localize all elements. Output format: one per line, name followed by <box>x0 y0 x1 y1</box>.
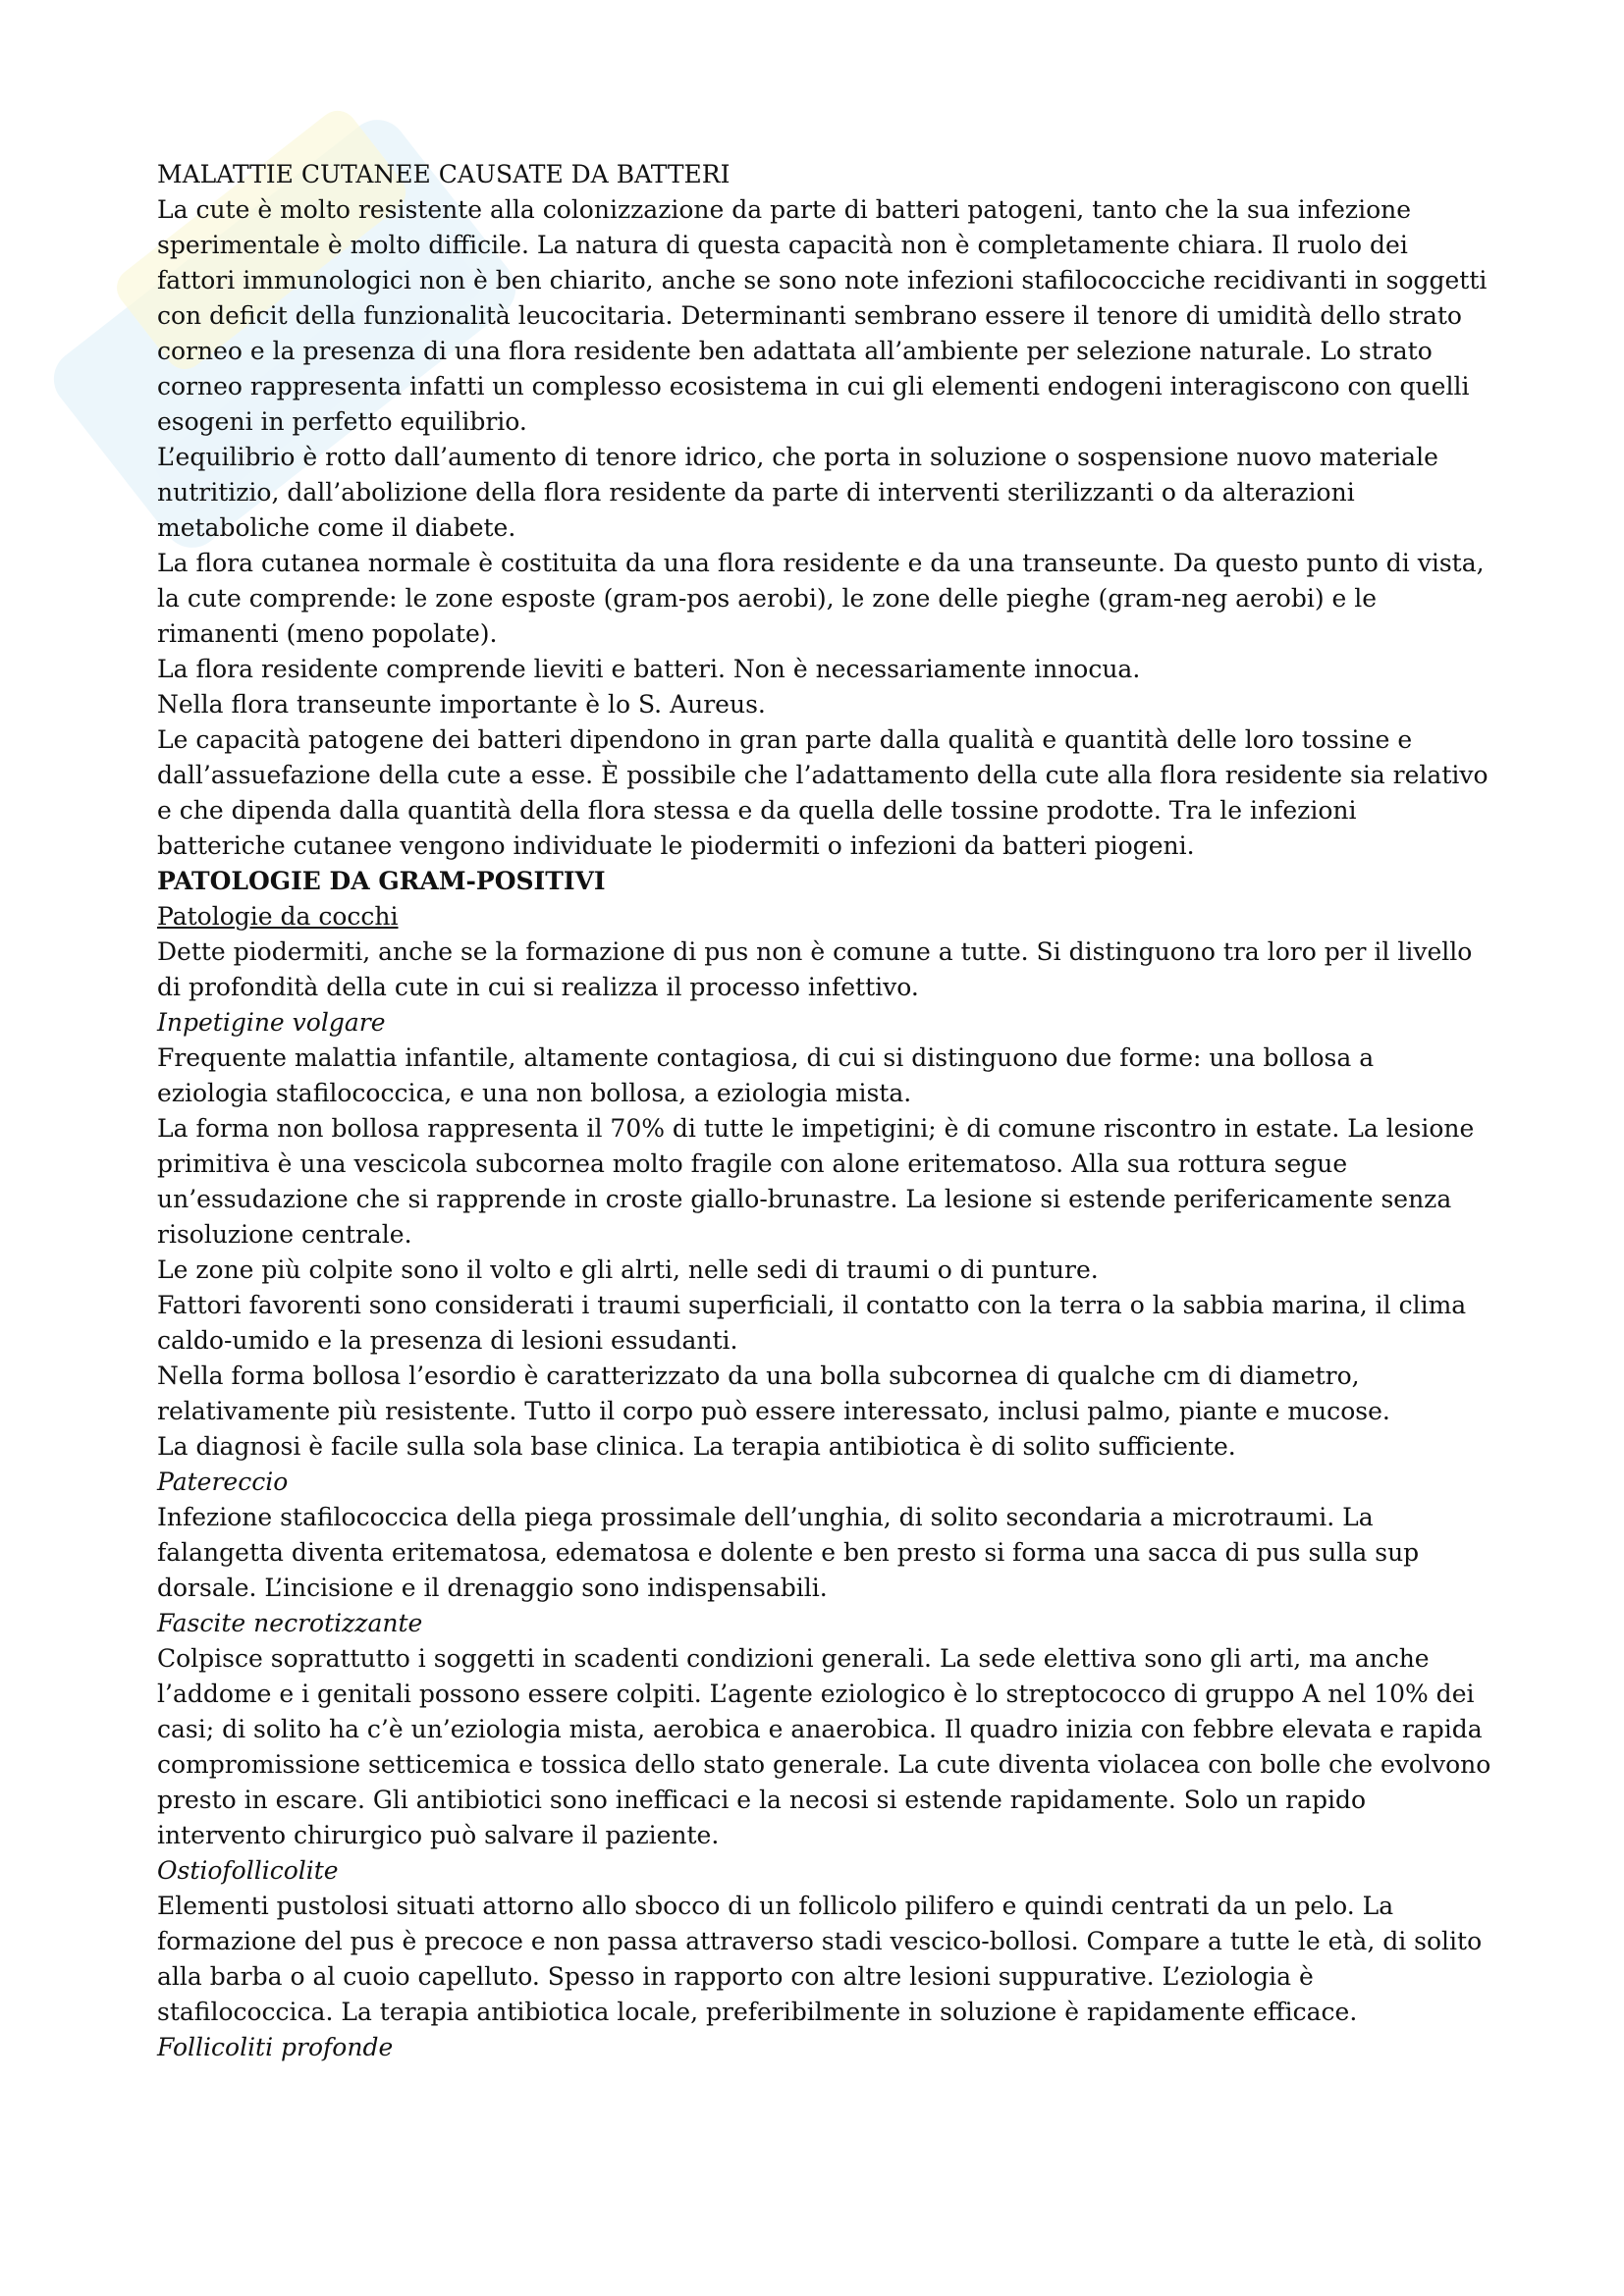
intro-paragraph: La cute è molto resistente alla colonizzazione da parte di batteri patogeni, tanto che la sua infezione sperimentale è molto difficile. La natura di questa capacità non è completamente chiara. Il ruolo dei fattori immunologici non è ben chiarito, anche se sono note infezioni stafilococciche recidivanti in soggetti con deficit della funzionalità leucocitaria. Determinanti sembrano essere il tenore di umidità dello strato corneo e la presenza di una flora residente ben adattata all’ambiente per selezione naturale. Lo strato corneo rappresenta infatti un complesso ecosistema in cui gli elementi endogeni interagiscono con quelli esogeni in perfetto equilibrio. <box>157 195 1488 436</box>
intro-paragraph: L’equilibrio è rotto dall’aumento di tenore idrico, che porta in soluzione o sospensione nuovo materiale nutritizio, dall’abolizione della flora residente da parte di interventi sterilizzanti o da alterazioni metaboliche come il diabete. <box>157 443 1438 542</box>
topic-heading-ostiofollicolite: Ostiofollicolite <box>157 1856 339 1885</box>
intro-paragraph: La flora residente comprende lieviti e batteri. Non è necessariamente innocua. <box>157 655 1141 683</box>
subsection-heading: Patologie da cocchi <box>157 902 399 931</box>
topic-heading-fascite: Fascite necrotizzante <box>157 1609 423 1637</box>
topic-paragraph: Frequente malattia infantile, altamente contagiosa, di cui si distinguono due forme: una bollosa a eziologia stafilococcica, e una non bollosa, a eziologia mista. <box>157 1043 1375 1107</box>
topic-heading-impetigine: Inpetigine volgare <box>157 1008 386 1037</box>
topic-heading-patereccio: Patereccio <box>157 1468 289 1496</box>
section-heading: PATOLOGIE DA GRAM-POSITIVI <box>157 867 606 895</box>
topic-paragraph: Colpisce soprattutto i soggetti in scadenti condizioni generali. La sede elettiva sono gli arti, ma anche l’addome e i genitali possono essere colpiti. L’agente eziologico è lo streptococco di gruppo A nel 10% dei casi; di solito ha c’è un’eziologia mista, aerobica e anaerobica. Il quadro inizia con febbre elevata e rapida compromissione setticemica e tossica dello stato generale. La cute diventa violacea con bolle che evolvono presto in escare. Gli antibiotici sono inefficaci e la necosi si estende rapidamente. Solo un rapido intervento chirurgico può salvare il paziente. <box>157 1644 1491 1849</box>
document-page <box>157 157 1492 2065</box>
subsection-intro: Dette piodermiti, anche se la formazione di pus non è comune a tutte. Si distinguono tra loro per il livello di profondità della cute in cui si realizza il processo infettivo. <box>157 937 1473 1001</box>
intro-paragraph: Nella flora transeunte importante è lo S. Aureus. <box>157 690 766 719</box>
topic-paragraph: Infezione stafilococcica della piega prossimale dell’unghia, di solito secondaria a microtraumi. La falangetta diventa eritematosa, edematosa e dolente e ben presto si forma una sacca di pus sulla sup dorsale. L’incisione e il drenaggio sono indispensabili. <box>157 1503 1420 1602</box>
topic-paragraph: La diagnosi è facile sulla sola base clinica. La terapia antibiotica è di solito sufficiente. <box>157 1432 1236 1461</box>
intro-paragraph: La flora cutanea normale è costituita da una flora residente e da una transeunte. Da questo punto di vista, la cute comprende: le zone esposte (gram-pos aerobi), le zone delle pieghe (gram-neg aerobi) e le rimanenti (meno popolate). <box>157 549 1485 648</box>
topic-paragraph: Elementi pustolosi situati attorno allo sbocco di un follicolo pilifero e quindi centrati da un pelo. La formazione del pus è precoce e non passa attraverso stadi vescico-bollosi. Compare a tutte le età, di solito alla barba o al cuoio capelluto. Spesso in rapporto con altre lesioni suppurative. L’eziologia è stafilococcica. La terapia antibiotica locale, preferibilmente in soluzione è rapidamente efficace. <box>157 1892 1483 2026</box>
topic-heading-follicoliti: Follicoliti profonde <box>157 2033 394 2061</box>
intro-paragraph: Le capacità patogene dei batteri dipendono in gran parte dalla qualità e quantità delle loro tossine e dall’assuefazione della cute a esse. È possibile che l’adattamento della cute alla flora residente sia relativo e che dipenda dalla quantità della flora stessa e da quella delle tossine prodotte. Tra le infezioni batteriche cutanee vengono individuate le piodermiti o infezioni da batteri piogeni. <box>157 725 1489 860</box>
topic-paragraph: Le zone più colpite sono il volto e gli alrti, nelle sedi di traumi o di punture. <box>157 1255 1099 1284</box>
document-title: MALATTIE CUTANEE CAUSATE DA BATTERI <box>157 160 731 188</box>
topic-paragraph: La forma non bollosa rappresenta il 70% di tutte le impetigini; è di comune riscontro in estate. La lesione primitiva è una vescicola subcornea molto fragile con alone eritematoso. Alla sua rottura segue un’essudazione che si rapprende in croste giallo-brunastre. La lesione si estende perifericamente senza risoluzione centrale. <box>157 1114 1475 1249</box>
topic-paragraph: Nella forma bollosa l’esordio è caratterizzato da una bolla subcornea di qualche cm di diametro, relativamente più resistente. Tutto il corpo può essere interessato, inclusi palmo, piante e mucose. <box>157 1362 1390 1425</box>
topic-paragraph: Fattori favorenti sono considerati i traumi superficiali, il contatto con la terra o la sabbia marina, il clima caldo-umido e la presenza di lesioni essudanti. <box>157 1291 1467 1355</box>
